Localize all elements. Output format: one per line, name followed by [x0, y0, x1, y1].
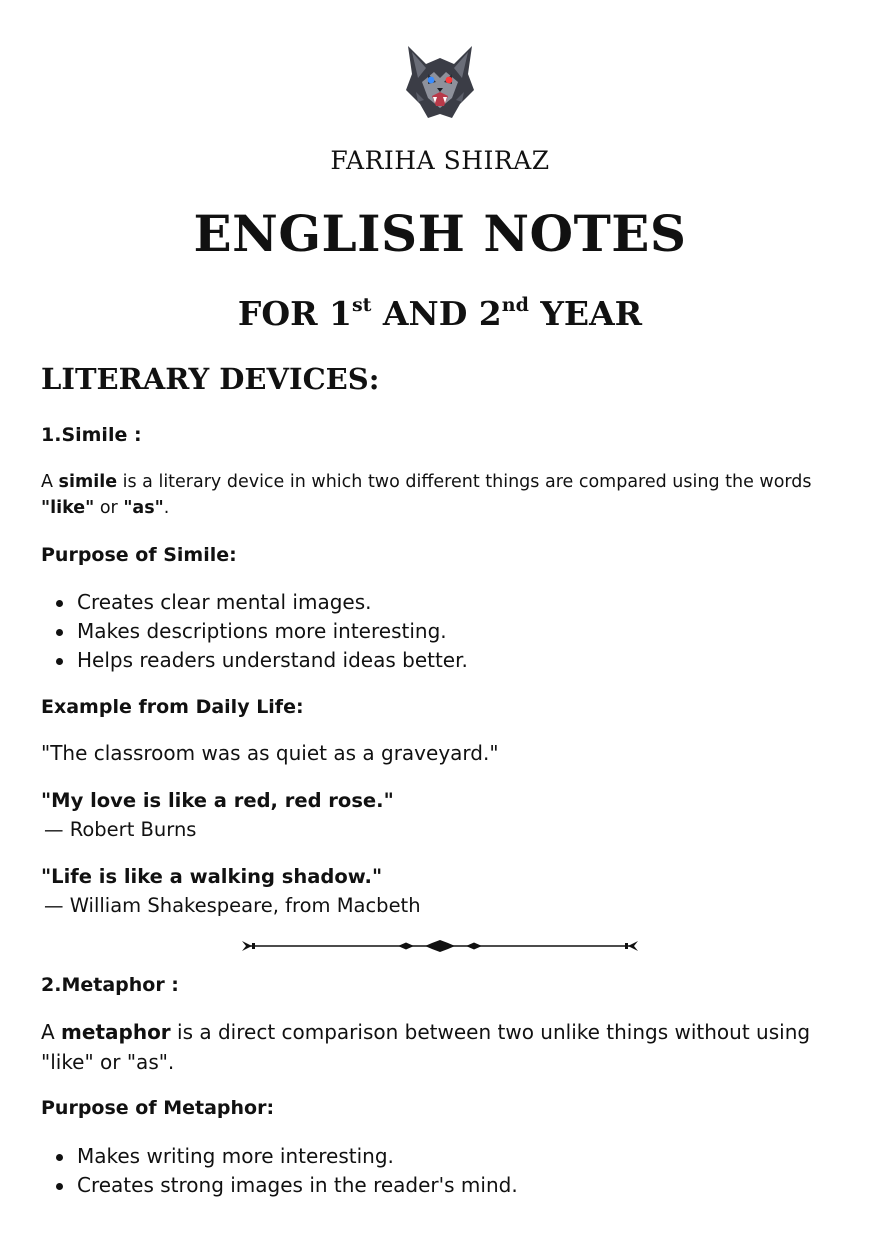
subtitle-ordinal: nd: [501, 294, 529, 316]
simile-purpose-heading: Purpose of Simile:: [41, 544, 237, 566]
quote-block: [41, 862, 421, 920]
quote-text: "My love is like a red, red rose.": [41, 789, 394, 812]
subtitle-part: YEAR: [528, 294, 643, 333]
list-item: Makes descriptions more interesting.: [41, 617, 468, 646]
simile-example: "The classroom was as quiet as a graveyard.": [41, 741, 499, 765]
wolf-head-logo-icon: [398, 38, 482, 122]
definition-text: is a literary device in which two different things are compared using the words: [117, 472, 812, 492]
list-item: Creates strong images in the reader's mind.: [41, 1171, 518, 1200]
definition-term: simile: [58, 472, 118, 492]
definition-text: A: [41, 1020, 62, 1044]
subtitle-ordinal: st: [351, 294, 372, 316]
simile-definition: [41, 469, 841, 521]
quote-author: — Robert Burns: [44, 818, 197, 841]
definition-keyword: "as": [123, 498, 164, 518]
list-item: Creates clear mental images.: [41, 588, 468, 617]
document-title: ENGLISH NOTES: [193, 204, 687, 263]
definition-term: metaphor: [61, 1020, 171, 1044]
simile-example-heading: Example from Daily Life:: [41, 696, 304, 718]
simile-heading: 1.Simile :: [41, 424, 142, 446]
simile-purpose-list: [41, 588, 468, 675]
quote-author: — William Shakespeare, from Macbeth: [44, 894, 421, 917]
metaphor-heading: 2.Metaphor :: [41, 974, 179, 996]
author-name: FARIHA SHIRAZ: [330, 146, 550, 175]
metaphor-purpose-heading: Purpose of Metaphor:: [41, 1097, 275, 1119]
metaphor-definition: [41, 1017, 831, 1077]
list-item: Makes writing more interesting.: [41, 1142, 518, 1171]
definition-text: .: [163, 498, 170, 518]
section-heading: LITERARY DEVICES:: [41, 362, 380, 396]
definition-text: A: [41, 472, 59, 492]
definition-keyword: "like": [41, 498, 95, 518]
quote-block: [41, 786, 394, 844]
definition-text: is a direct comparison between two unlike things without using "like" or "as".: [41, 1020, 811, 1074]
quote-text: "Life is like a walking shadow.": [41, 865, 383, 888]
metaphor-purpose-list: [41, 1142, 518, 1200]
definition-text: or: [94, 498, 124, 518]
subtitle-part: AND 2: [371, 294, 502, 333]
document-subtitle: [0, 294, 880, 333]
list-item: Helps readers understand ideas better.: [41, 646, 468, 675]
subtitle-part: FOR 1: [237, 294, 352, 333]
ornamental-divider-icon: [240, 936, 640, 956]
